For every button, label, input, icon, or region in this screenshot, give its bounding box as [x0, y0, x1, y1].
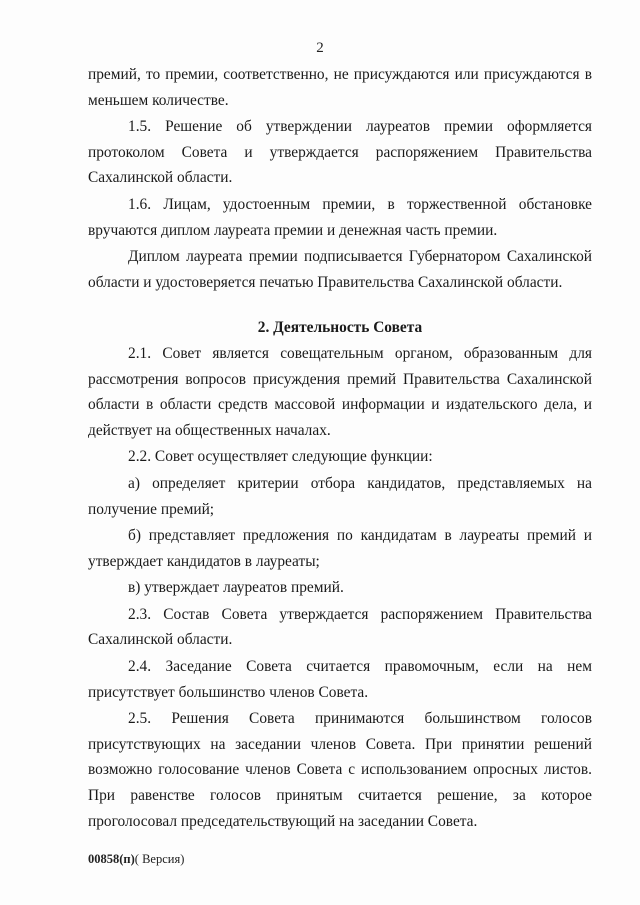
- paragraph-2-1: 2.1. Совет является совещательным органом, образованным для рассмотрения вопросов присуждения премий Правительства Сахалинской области в области средств массовой информации и издательского дела, и действует на общественных началах.: [88, 344, 592, 439]
- paragraph-2-2-a: а) определяет критерии отбора кандидатов, представляемых на получение премий;: [88, 474, 592, 518]
- document-body: [88, 62, 592, 834]
- paragraph-2-4: 2.4. Заседание Совета считается правомочным, если на нем присутствует большинство членов Совета.: [88, 658, 592, 701]
- document-version: ( Версия): [134, 852, 185, 866]
- paragraph-2-5: 2.5. Решения Совета принимаются большинством голосов присутствующих на заседании членов Совета. При принятии решений возможно голосование членов Совета с использованием опросных листов. При равенстве голосов принятым считается решение, за которое проголосовал председательствующий на заседании Совета.: [88, 710, 592, 830]
- document-footer: [88, 852, 184, 867]
- paragraph-diploma: Диплом лауреата премии подписывается Губернатором Сахалинской области и удостоверяется печатью Правительства Сахалинской области.: [88, 248, 592, 291]
- paragraph-2-2: 2.2. Совет осуществляет следующие функции:: [128, 448, 433, 466]
- paragraph-1-5: 1.5. Решение об утверждении лауреатов премии оформляется протоколом Совета и утверждается распоряжением Правительства Сахалинской области.: [88, 118, 592, 187]
- paragraph-2-2-c: в) утверждает лауреатов премий.: [128, 579, 344, 597]
- paragraph-1-6: 1.6. Лицам, удостоенным премии, в торжественной обстановке вручаются диплом лауреата премии и денежная часть премии.: [88, 195, 592, 239]
- document-code: 00858(п): [88, 852, 135, 866]
- paragraph-2-3: 2.3. Состав Совета утверждается распоряжением Правительства Сахалинской области.: [88, 605, 592, 649]
- section-2-title: 2. Деятельность Совета: [257, 319, 423, 337]
- paragraph-2-2-b: б) представляет предложения по кандидатам в лауреаты премий и утверждает кандидатов в лауреаты;: [88, 527, 592, 570]
- paragraph-continuation: премий, то премии, соответственно, не присуждаются или присуждаются в меньшем количестве.: [88, 66, 592, 109]
- page-number: 2: [316, 40, 324, 56]
